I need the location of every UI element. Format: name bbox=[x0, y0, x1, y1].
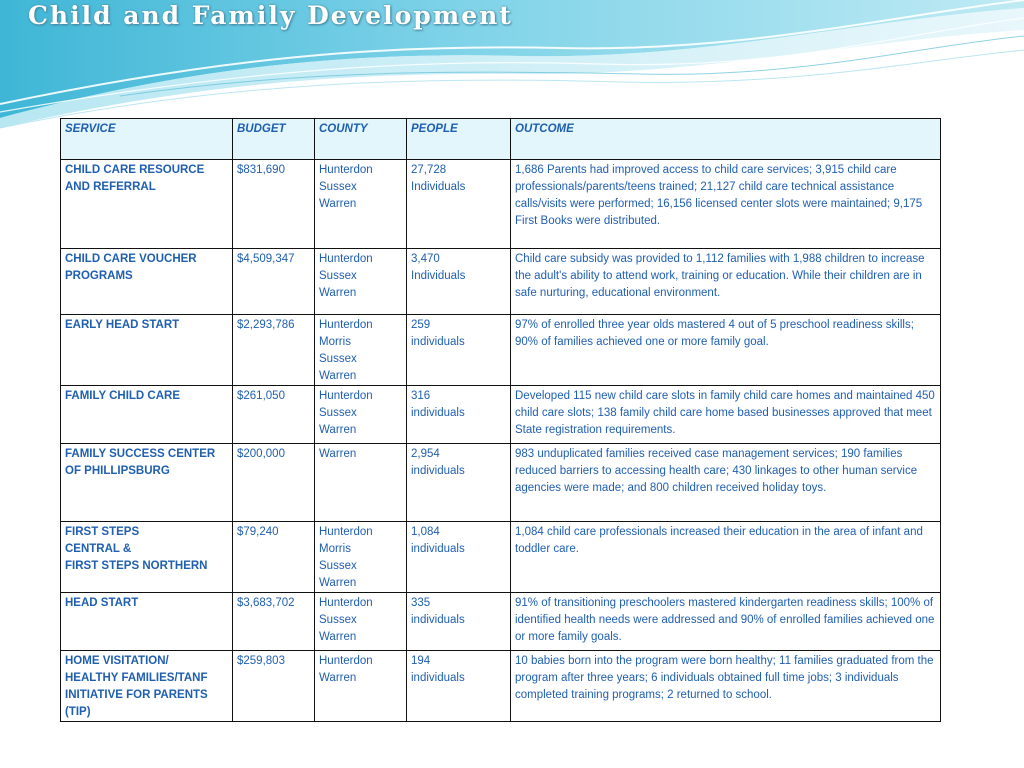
county-line: Hunterdon bbox=[319, 164, 373, 176]
table-row bbox=[61, 386, 941, 444]
service-cell bbox=[61, 386, 233, 444]
county-cell bbox=[315, 444, 407, 522]
service-line: PROGRAMS bbox=[65, 270, 133, 282]
people-unit: individuals bbox=[411, 407, 465, 419]
county-line: Hunterdon bbox=[319, 526, 373, 538]
county-cell bbox=[315, 249, 407, 315]
people-unit: individuals bbox=[411, 614, 465, 626]
service-line: FIRST STEPS bbox=[65, 526, 140, 538]
service-line: CHILD CARE VOUCHER bbox=[65, 253, 197, 265]
people-unit: individuals bbox=[411, 336, 465, 348]
county-line: Sussex bbox=[319, 614, 357, 626]
header-people: PEOPLE bbox=[407, 119, 511, 160]
outcome-cell: Child care subsidy was provided to 1,112 families with 1,988 children to increase the adult's ability to attend work, training or education. While their children are in safe nurturing, educational environment. bbox=[511, 249, 941, 315]
county-line: Hunterdon bbox=[319, 319, 373, 331]
service-cell bbox=[61, 444, 233, 522]
service-line: EARLY HEAD START bbox=[65, 319, 180, 331]
table-row bbox=[61, 249, 941, 315]
people-count: 2,954 bbox=[411, 448, 440, 460]
budget-cell: $261,050 bbox=[233, 386, 315, 444]
service-line: CENTRAL & bbox=[65, 543, 132, 555]
header-county: COUNTY bbox=[315, 119, 407, 160]
people-unit: Individuals bbox=[411, 181, 466, 193]
service-cell bbox=[61, 593, 233, 651]
outcome-cell: 1,686 Parents had improved access to child care services; 3,915 child care professionals/parents/teens trained; 21,127 child care technical assistance calls/visits were performed; 16,156 licensed center slots were maintained; 9,175 First Books were distributed. bbox=[511, 160, 941, 249]
county-line: Sussex bbox=[319, 560, 357, 572]
people-count: 27,728 bbox=[411, 164, 447, 176]
people-cell bbox=[407, 522, 511, 593]
county-line: Warren bbox=[319, 370, 357, 382]
service-line: CHILD CARE RESOURCE bbox=[65, 164, 205, 176]
table-row bbox=[61, 160, 941, 249]
outcome-cell: 10 babies born into the program were born healthy; 11 families graduated from the program after three years; 6 individuals obtained full time jobs; 3 individuals completed training programs; 2 returned to school. bbox=[511, 651, 941, 722]
service-line: FAMILY CHILD CARE bbox=[65, 390, 181, 402]
header-budget: BUDGET bbox=[233, 119, 315, 160]
county-line: Warren bbox=[319, 672, 357, 684]
table-row bbox=[61, 444, 941, 522]
table-row bbox=[61, 522, 941, 593]
table-row bbox=[61, 593, 941, 651]
county-line: Sussex bbox=[319, 181, 357, 193]
service-line: FIRST STEPS NORTHERN bbox=[65, 560, 208, 572]
service-line: HOME VISITATION/ bbox=[65, 655, 169, 667]
county-line: Sussex bbox=[319, 407, 357, 419]
county-line: Hunterdon bbox=[319, 655, 373, 667]
service-cell bbox=[61, 160, 233, 249]
service-line: HEAD START bbox=[65, 597, 139, 609]
county-cell bbox=[315, 315, 407, 386]
county-line: Sussex bbox=[319, 270, 357, 282]
service-cell bbox=[61, 651, 233, 722]
county-line: Morris bbox=[319, 336, 351, 348]
people-count: 316 bbox=[411, 390, 431, 402]
county-line: Warren bbox=[319, 577, 357, 589]
table-row bbox=[61, 651, 941, 722]
outcome-cell: Developed 115 new child care slots in family child care homes and maintained 450 child care slots; 138 family child care home based businesses approved that meet State registration requirements. bbox=[511, 386, 941, 444]
people-cell bbox=[407, 386, 511, 444]
slide-title: Child and Family Development bbox=[28, 1, 513, 30]
outcome-cell: 91% of transitioning preschoolers mastered kindergarten readiness skills; 100% of identified health needs were addressed and 90% of enrolled families achieved one or more family goals. bbox=[511, 593, 941, 651]
outcome-cell: 983 unduplicated families received case management services; 190 families reduced barriers to accessing health care; 430 linkages to other human service agencies were made; and 800 children received holiday toys. bbox=[511, 444, 941, 522]
county-cell bbox=[315, 386, 407, 444]
county-line: Warren bbox=[319, 631, 357, 643]
header-service: SERVICE bbox=[61, 119, 233, 160]
county-line: Hunterdon bbox=[319, 253, 373, 265]
people-unit: Individuals bbox=[411, 270, 466, 282]
people-cell bbox=[407, 444, 511, 522]
people-cell bbox=[407, 160, 511, 249]
service-cell bbox=[61, 315, 233, 386]
budget-cell: $4,509,347 bbox=[233, 249, 315, 315]
people-cell bbox=[407, 249, 511, 315]
service-cell bbox=[61, 522, 233, 593]
people-cell bbox=[407, 593, 511, 651]
service-line: OF PHILLIPSBURG bbox=[65, 465, 170, 477]
people-cell bbox=[407, 315, 511, 386]
county-cell bbox=[315, 593, 407, 651]
people-unit: individuals bbox=[411, 465, 465, 477]
budget-cell: $79,240 bbox=[233, 522, 315, 593]
budget-cell: $259,803 bbox=[233, 651, 315, 722]
county-cell bbox=[315, 160, 407, 249]
county-line: Hunterdon bbox=[319, 390, 373, 402]
county-line: Sussex bbox=[319, 353, 357, 365]
table-header-row bbox=[61, 119, 941, 160]
people-count: 3,470 bbox=[411, 253, 440, 265]
service-cell bbox=[61, 249, 233, 315]
service-line: INITIATIVE FOR PARENTS bbox=[65, 689, 208, 701]
outcome-cell: 1,084 child care professionals increased their education in the area of infant and toddler care. bbox=[511, 522, 941, 593]
table-body bbox=[61, 160, 941, 722]
county-line: Warren bbox=[319, 287, 357, 299]
header-outcome: OUTCOME bbox=[511, 119, 941, 160]
county-line: Warren bbox=[319, 424, 357, 436]
county-cell bbox=[315, 522, 407, 593]
people-count: 259 bbox=[411, 319, 431, 331]
people-unit: individuals bbox=[411, 543, 465, 555]
service-line: FAMILY SUCCESS CENTER bbox=[65, 448, 216, 460]
budget-cell: $3,683,702 bbox=[233, 593, 315, 651]
people-cell bbox=[407, 651, 511, 722]
budget-cell: $200,000 bbox=[233, 444, 315, 522]
outcome-cell: 97% of enrolled three year olds mastered 4 out of 5 preschool readiness skills; 90% of families achieved one or more family goal. bbox=[511, 315, 941, 386]
budget-cell: $2,293,786 bbox=[233, 315, 315, 386]
table-row bbox=[61, 315, 941, 386]
county-line: Warren bbox=[319, 198, 357, 210]
services-table bbox=[60, 118, 941, 722]
people-count: 1,084 bbox=[411, 526, 440, 538]
service-line: (TIP) bbox=[65, 706, 91, 718]
service-line: HEALTHY FAMILIES/TANF bbox=[65, 672, 208, 684]
county-cell bbox=[315, 651, 407, 722]
county-line: Hunterdon bbox=[319, 597, 373, 609]
budget-cell: $831,690 bbox=[233, 160, 315, 249]
people-unit: individuals bbox=[411, 672, 465, 684]
county-line: Warren bbox=[319, 448, 357, 460]
people-count: 194 bbox=[411, 655, 431, 667]
service-line: AND REFERRAL bbox=[65, 181, 156, 193]
people-count: 335 bbox=[411, 597, 431, 609]
county-line: Morris bbox=[319, 543, 351, 555]
